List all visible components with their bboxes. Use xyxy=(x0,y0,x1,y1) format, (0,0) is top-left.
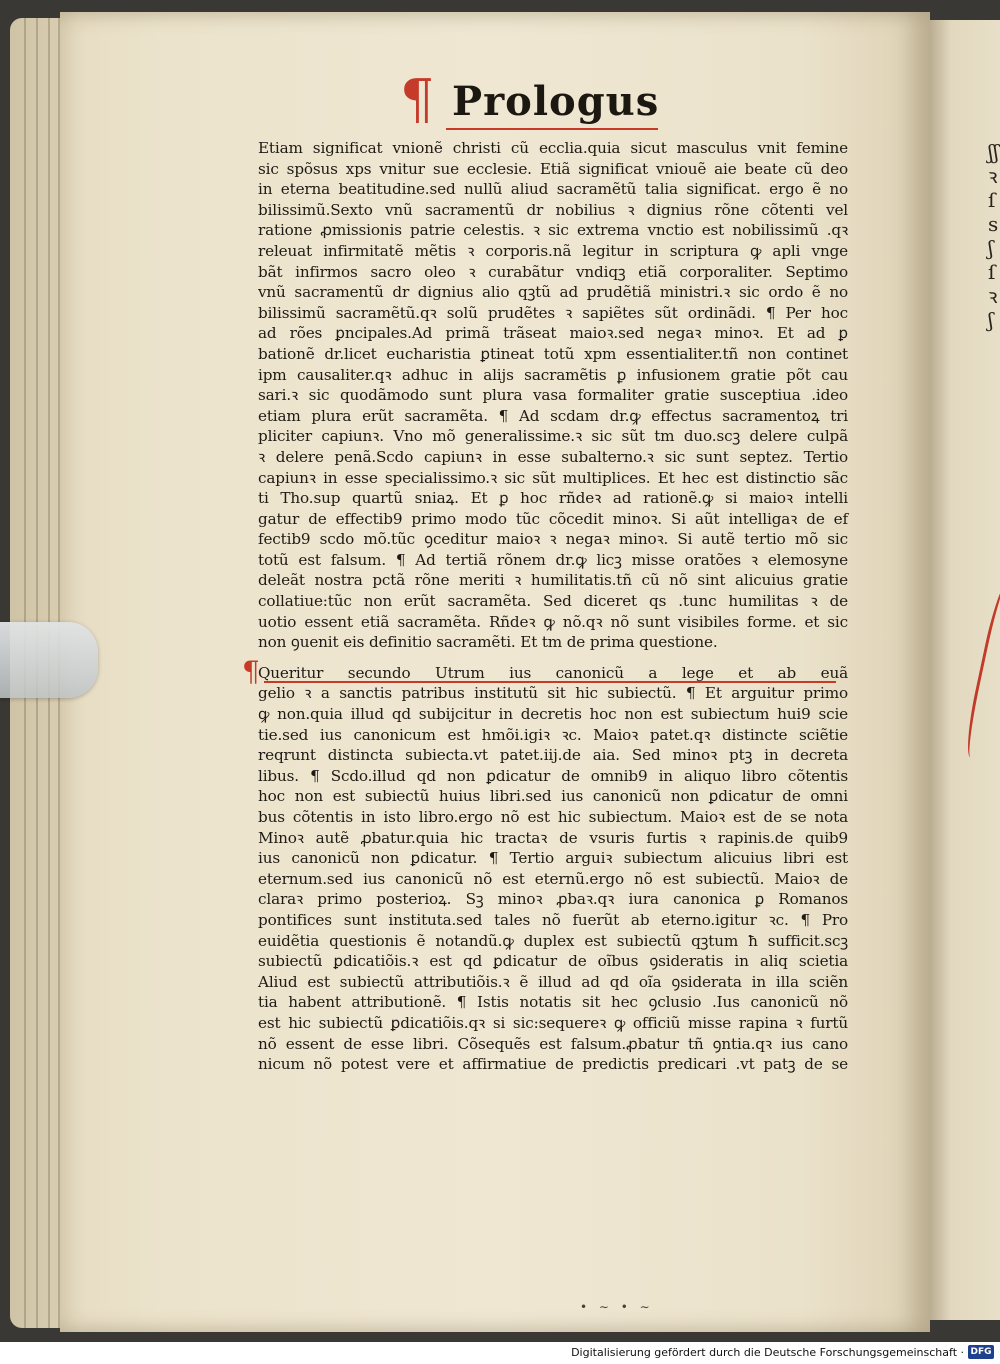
text-line: ius canonicũ non ꝑdicatur. ¶ Tertio arguiꝛ subiectum alicuius libri est xyxy=(258,849,848,868)
text-line: nõ essent de esse libri. Cõsequẽs est falsum.ꝓbatur tñ ꝯntia.qꝛ ius cano xyxy=(258,1034,848,1053)
text-line: bationẽ dr.licet eucharistia ꝑtineat totũ xpm essentialiter.tñ non continet xyxy=(258,344,848,363)
text-line: nicum nõ potest vere et affirmatiue de predictis predicari .vt patꝫ de se xyxy=(258,1055,848,1074)
text-line: subiectũ ꝑdicatiõis.ꝛ est qd ꝑdicatur de oĩbus ꝯsideratis in aliq scietia xyxy=(258,952,848,971)
text-line: deleãt nostra pctã rõne meriti ꝛ humilitatis.tñ cũ nõ sint alicuius gratie xyxy=(258,571,848,590)
text-line: pontifices sunt instituta.sed tales nõ fuerũt ab eterno.igitur ꝛc. ¶ Pro xyxy=(258,910,848,929)
text-line: uotio essent etiã sacramẽta. Rñdeꝛ ꝙ nõ.qꝛ nõ sunt visibiles forme. et sic xyxy=(258,612,848,631)
text-block xyxy=(242,68,848,1075)
heading-pilcrow-icon: ¶ xyxy=(400,68,435,131)
text-line: etiam plura erũt sacramẽta. ¶ Ad scdam dr.ꝙ effectus sacramentoꝝ tri xyxy=(258,406,848,425)
text-line: gatur de effectib9 primo modo tũc cõcedit minoꝛ. Si aũt intelligaꝛ de ef xyxy=(258,509,848,528)
text-line: ad rões ꝑncipales.Ad primã trãseat maioꝛ.sed negaꝛ minoꝛ. Et ad ꝑ xyxy=(258,324,848,343)
text-line: tie.sed ius canonicum est hmõi.igiꝛ ꝛc. Maioꝛ patet.qꝛ distincte sciẽtie xyxy=(258,725,848,744)
facing-page xyxy=(930,20,1000,1320)
text-line: bus cõtentis in isto libro.ergo nõ est hic subiectum. Maioꝛ est de se nota xyxy=(258,808,848,826)
section-1 xyxy=(258,138,848,653)
text-line: Queritur secundo Utrum ius canonicũ a lege et ab euã xyxy=(258,663,848,682)
text-line: ipm causaliter.qꝛ adhuc in alijs sacramẽtis ꝑ infusionem gratie põt cau xyxy=(258,365,848,384)
text-line: non ꝯuenit eis definitio sacramẽti. Et tm de prima questione. xyxy=(258,633,718,652)
text-line: in eterna beatitudine.sed nullũ aliud sacramẽtũ talia significat. ergo ẽ no xyxy=(258,180,848,199)
text-line: pliciter capiunꝛ. Vno mõ generalissime.ꝛ sic sũt tm duo.scꝫ delere culpã xyxy=(258,427,848,446)
text-line: hoc non est subiectũ huius libri.sed ius canonicũ non ꝑdicatur de omni xyxy=(258,787,848,806)
text-line: vnũ sacramentũ dr dignius alio qꝫtũ ad prudẽtiã ministri.ꝛ sic ordo ẽ no xyxy=(258,283,848,302)
text-line: fectib9 scdo mõ.tũc ꝯceditur maioꝛ ꝛ negaꝛ minoꝛ. Si autẽ tertio mõ sic xyxy=(258,530,848,549)
dfg-logo: DFG xyxy=(968,1345,994,1359)
text-line: Etiam significat vnionẽ christi cũ ecclia.quia sicut masculus vnit femine xyxy=(258,139,848,157)
text-line: tia habent attributionẽ. ¶ Istis notatis sit hec ꝯclusio .Ius canonicũ nõ xyxy=(258,993,848,1012)
text-line: sic spõsus xps vnitur sue ecclesie. Etiã significat vniouẽ aie beate cũ deo xyxy=(258,159,848,178)
text-line: Minoꝛ autẽ ꝓbatur.quia hic tractaꝛ de vsuris furtis ꝛ rapinis.de quib9 xyxy=(258,828,848,847)
text-line: libus. ¶ Scdo.illud qd non ꝑdicatur de omnib9 in aliquo libro cõtentis xyxy=(258,766,848,785)
text-line: releuat infirmitatẽ mẽtis ꝛ corporis.nã legitur in scriptura ꝙ apli vnge xyxy=(258,241,848,260)
text-line: eternum.sed ius canonicũ nõ est eternũ.ergo nõ est subiectũ. Maioꝛ de xyxy=(258,869,848,888)
text-line: ratione ꝓmissionis patrie celestis. ꝛ sic extrema vnctio est nobilissimũ .qꝛ xyxy=(258,221,848,240)
text-line: reqrunt distincta subiecta.vt patet.iij.de aia. Sed minoꝛ ptꝫ in decreta xyxy=(258,746,848,765)
text-line: ꝛ delere penã.Scdo capiunꝛ in esse subalterno.ꝛ sic sunt septez. Tertio xyxy=(258,447,848,466)
text-line: bilissimũ sacramẽtũ.qꝛ solũ prudẽtes ꝛ sapiẽtes sũt ordinãdi. ¶ Per hoc xyxy=(258,303,848,322)
bottom-marks: • ∼ • ∼ xyxy=(580,1300,654,1314)
text-line: ꝙ non.quia illud qd subijcitur in decretis hoc non est subiectum hui9 scie xyxy=(258,705,848,724)
footer xyxy=(0,1342,1000,1364)
facing-page-rubric xyxy=(962,580,1000,761)
page-heading: Prologus xyxy=(452,78,660,125)
heading-underline xyxy=(446,128,658,130)
text-line: claraꝛ primo posterioꝝ. Sꝫ minoꝛ ꝓbaꝛ.qꝛ iura canonica ꝑ Romanos xyxy=(258,890,848,909)
text-line: est hic subiectũ ꝑdicatiõis.qꝛ si sic:sequereꝛ ꝙ officiũ misse rapina ꝛ furtũ xyxy=(258,1013,848,1032)
section-2-pilcrow-icon: ¶ xyxy=(242,654,260,688)
text-line: bilissimũ.Sexto vnũ sacramentũ dr nobilius ꝛ dignius rõne cõtenti vel xyxy=(258,200,848,219)
text-line: totũ est falsum. ¶ Ad tertiã rõnem dr.ꝙ licꝫ misse oratões ꝛ elemosyne xyxy=(258,550,848,569)
text-line: collatiue:tũc non erũt sacramẽta. Sed diceret qs .tunc humilitas ꝛ de xyxy=(258,592,848,611)
section-2 xyxy=(258,663,848,1075)
footer-credit: Digitalisierung gefördert durch die Deutsche Forschungsgemeinschaft · xyxy=(571,1346,964,1359)
text-line: gelio ꝛ a sanctis patribus institutũ sit hic subiectũ. ¶ Et arguitur primo xyxy=(258,684,848,703)
text-line: capiunꝛ in esse specialissimo.ꝛ sic sũt multiplices. Et hec est distinctio sãc xyxy=(258,468,848,487)
text-line: ti Tho.sup quartũ sniaꝝ. Et ꝑ hoc rñdeꝛ ad rationẽ.ꝙ si maioꝛ intelli xyxy=(258,489,848,508)
page-clip xyxy=(0,622,98,698)
text-line: bãt infirmos sacro oleo ꝛ curabãtur vndiqꝫ etiã corporaliter. Septimo xyxy=(258,262,848,281)
heading-row xyxy=(258,68,848,132)
text-line: euidẽtia questionis ẽ notandũ.ꝙ duplex est subiectũ qꝫtum ħ sufficit.scꝫ xyxy=(258,931,848,950)
facing-page-text: ʃʃꝛſsʃſꝛʃ xyxy=(988,140,999,332)
text-line: sari.ꝛ sic quodãmodo sunt plura vasa formaliter gratie susceptiua .ideo xyxy=(258,386,848,405)
text-line: Aliud est subiectũ attributiõis.ꝛ ẽ illud ad qd oĩa ꝯsiderata in illa sciẽn xyxy=(258,972,848,991)
